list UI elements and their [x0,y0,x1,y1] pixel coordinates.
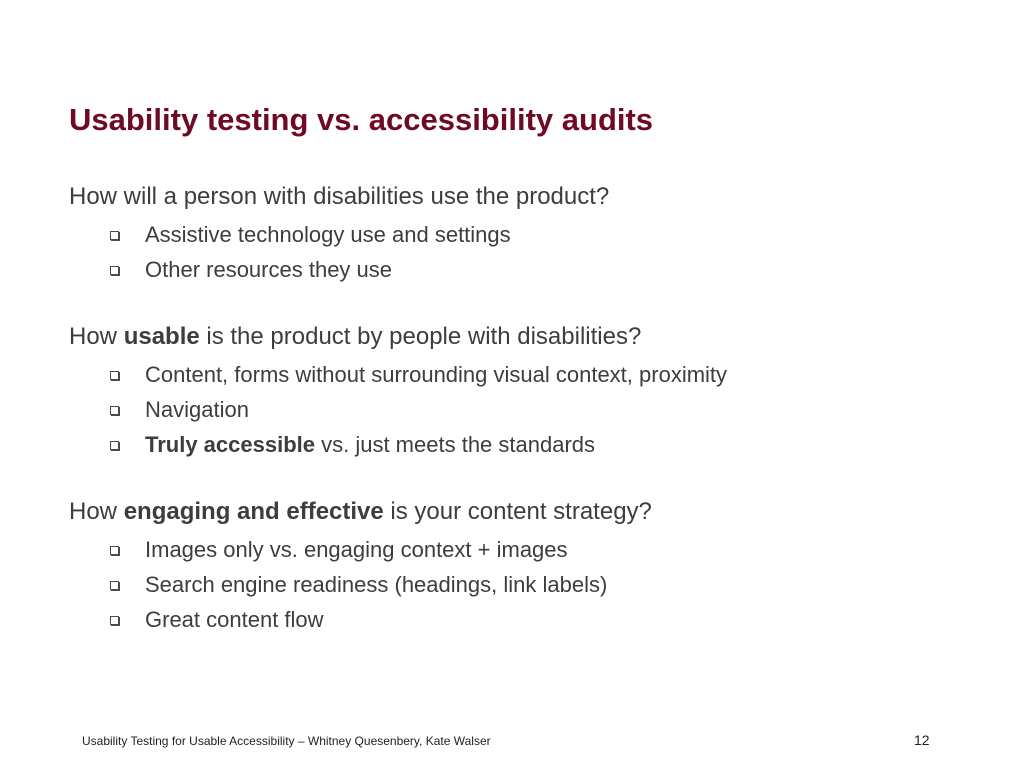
bullet-item [69,257,609,292]
bullet-text: Navigation [145,397,249,422]
page-number: 12 [914,732,930,748]
section-how-usable [69,322,727,467]
hollow-square-bullet-icon [110,581,119,590]
section-heading [69,322,727,352]
hollow-square-bullet-icon [110,266,119,275]
bullet-list [69,537,652,642]
bullet-item [69,572,652,607]
bullet-item [69,397,727,432]
section-how-use [69,182,609,292]
bullet-text: Great content flow [145,607,324,632]
bullet-item [69,537,652,572]
bullet-list [69,222,609,292]
bullet-text: Content, forms without surrounding visual context, proximity [145,362,728,387]
footer-text: Usability Testing for Usable Accessibility – Whitney Quesenbery, Kate Walser [82,734,491,748]
bullet-text: Images only vs. engaging context + images [145,537,568,562]
bullet-item [69,432,727,467]
heading-text: How [69,323,124,350]
bullet-text: Assistive technology use and settings [145,222,511,247]
bullet-list [69,362,727,467]
bullet-item [69,362,727,397]
hollow-square-bullet-icon [110,616,119,625]
heading-text: How [69,498,124,525]
heading-bold-text: engaging and effective [123,498,384,525]
bullet-text: vs. just meets the standards [315,432,596,457]
bullet-text: Search engine readiness (headings, link labels) [145,572,608,597]
hollow-square-bullet-icon [110,441,119,450]
heading-text: How will a person with disabilities use the product? [69,183,610,210]
section-heading [69,497,652,527]
bullet-item [69,607,652,642]
bullet-item [69,222,609,257]
hollow-square-bullet-icon [110,406,119,415]
bullet-text: Other resources they use [145,257,393,282]
heading-text-end: is your content strategy? [383,498,652,525]
hollow-square-bullet-icon [110,231,119,240]
hollow-square-bullet-icon [110,371,119,380]
section-how-engaging [69,497,652,642]
section-heading [69,182,609,212]
hollow-square-bullet-icon [110,546,119,555]
heading-bold-text: usable [123,323,200,350]
slide-title: Usability testing vs. accessibility audits [69,102,654,137]
bullet-bold-text: Truly accessible [145,432,315,457]
heading-text-end: is the product by people with disabilities? [199,323,642,350]
